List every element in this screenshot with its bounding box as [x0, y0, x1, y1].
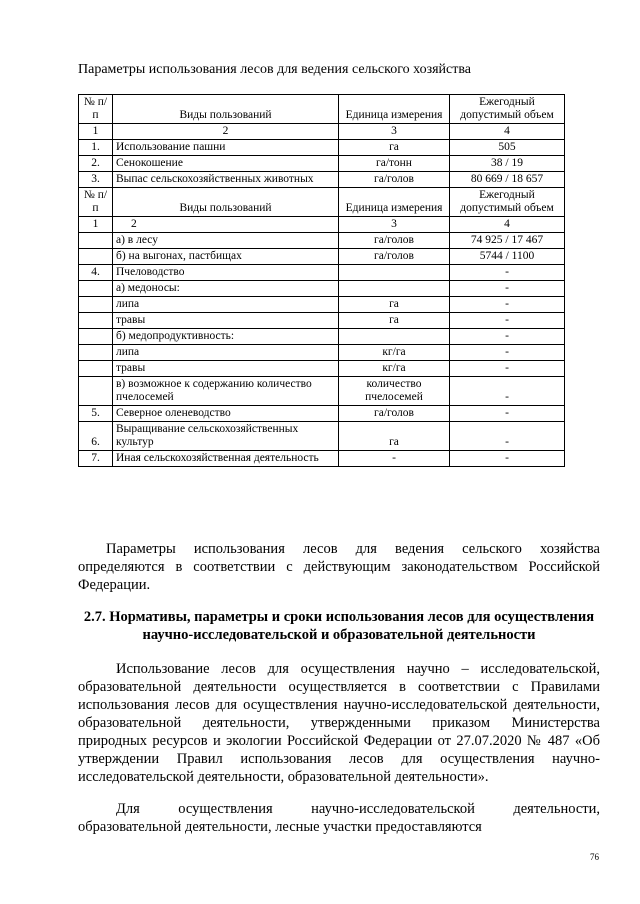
table-cell: № п/п — [79, 95, 113, 124]
table-cell: количество пчелосемей — [339, 377, 450, 406]
table-row — [79, 249, 565, 265]
table-cell: 74 925 / 17 467 — [450, 233, 565, 249]
table-cell: Сенокошение — [113, 156, 339, 172]
table-cell: - — [450, 313, 565, 329]
table-caption: Параметры использования лесов для ведения сельского хозяйства — [78, 62, 472, 77]
page-number: 76 — [590, 852, 599, 862]
table-row — [79, 281, 565, 297]
table-cell: - — [450, 281, 565, 297]
table-cell: га — [339, 313, 450, 329]
table-cell: травы — [113, 361, 339, 377]
table-cell: - — [450, 377, 565, 406]
table-cell: 1 — [79, 124, 113, 140]
table-cell — [339, 265, 450, 281]
table-cell: Иная сельскохозяйственная деятельность — [113, 451, 339, 467]
table-row — [79, 406, 565, 422]
table-cell: га/голов — [339, 233, 450, 249]
table-cell — [79, 281, 113, 297]
table-cell: - — [450, 361, 565, 377]
table-row — [79, 377, 565, 406]
table-cell — [79, 233, 113, 249]
table-cell: - — [450, 265, 565, 281]
table-cell: га/тонн — [339, 156, 450, 172]
table-cell: травы — [113, 313, 339, 329]
table-cell: кг/га — [339, 361, 450, 377]
table-cell: 4. — [79, 265, 113, 281]
table-cell: - — [339, 451, 450, 467]
parameters-table — [78, 94, 565, 467]
table-row — [79, 265, 565, 281]
table-cell: 3 — [339, 124, 450, 140]
paragraph-1: Параметры использования лесов для ведения сельского хозяйства определяются в соответствии с действующим законодательством Российской Федерации. — [78, 541, 600, 593]
table-cell: кг/га — [339, 345, 450, 361]
table-cell — [79, 249, 113, 265]
table-cell: Северное оленеводство — [113, 406, 339, 422]
table-cell — [79, 361, 113, 377]
table-cell: 1. — [79, 140, 113, 156]
table-cell: Выпас сельскохозяйственных животных — [113, 172, 339, 188]
table-cell: а) медоносы: — [113, 281, 339, 297]
table-cell: Ежегодный допустимый объем — [450, 95, 565, 124]
paragraph-2: Использование лесов для осуществления научно – исследовательской, образовательной деятельности осуществляется в соответствии с Правилами использования лесов для осуществления научно-исследовательской деятельности, образовательной деятельности, утвержденными приказом Министерства природных ресурсов и экологии Российской Федерации от 27.07.2020 № 487 «Об утверждении Правил использования лесов для осуществления научно-исследовательской деятельности, образовательной деятельности». — [78, 661, 600, 785]
table-row — [79, 361, 565, 377]
table-cell: Выращивание сельскохозяйственных культур — [113, 422, 339, 451]
table-row — [79, 329, 565, 345]
table-cell: - — [450, 406, 565, 422]
table-cell: б) на выгонах, пастбищах — [113, 249, 339, 265]
table-cell: га — [339, 297, 450, 313]
table-cell: - — [450, 329, 565, 345]
table-cell: 505 — [450, 140, 565, 156]
table-cell: 2 — [113, 217, 339, 233]
table-cell: га/голов — [339, 249, 450, 265]
paragraph-3: Для осуществления научно-исследовательской деятельности, образовательной деятельности, лесные участки предоставляются — [78, 801, 600, 835]
table-cell: № п/п — [79, 188, 113, 217]
table-cell: 3. — [79, 172, 113, 188]
table-cell — [339, 329, 450, 345]
table-cell: 5744 / 1100 — [450, 249, 565, 265]
table-cell: Единица измерения — [339, 95, 450, 124]
table-cell: 38 / 19 — [450, 156, 565, 172]
table-cell: 2 — [113, 124, 339, 140]
table-cell: 5. — [79, 406, 113, 422]
table-cell: 3 — [339, 217, 450, 233]
table-cell: - — [450, 451, 565, 467]
table-cell — [79, 313, 113, 329]
table-cell — [79, 297, 113, 313]
table-cell: Единица измерения — [339, 188, 450, 217]
table-cell: 80 669 / 18 657 — [450, 172, 565, 188]
table-row — [79, 233, 565, 249]
table-row — [79, 297, 565, 313]
table-cell: Пчеловодство — [113, 265, 339, 281]
table-row — [79, 422, 565, 451]
table-cell — [79, 377, 113, 406]
table-cell — [79, 345, 113, 361]
table-header-row — [79, 95, 565, 124]
table-cell: - — [450, 422, 565, 451]
table-numbering-row — [79, 124, 565, 140]
table-cell: га/голов — [339, 406, 450, 422]
table-cell — [339, 281, 450, 297]
table-cell: в) возможное к содержанию количество пчелосемей — [113, 377, 339, 406]
table-row — [79, 345, 565, 361]
table-cell: липа — [113, 345, 339, 361]
table-cell: 4 — [450, 124, 565, 140]
table-cell: га/голов — [339, 172, 450, 188]
table-cell: Виды пользований — [113, 95, 339, 124]
table-cell: - — [450, 297, 565, 313]
table-cell: га — [339, 140, 450, 156]
table-header-row — [79, 188, 565, 217]
table-cell: 7. — [79, 451, 113, 467]
table-cell: б) медопродуктивность: — [113, 329, 339, 345]
table-cell: 4 — [450, 217, 565, 233]
table-row — [79, 156, 565, 172]
table-cell: липа — [113, 297, 339, 313]
parameters-table-body — [79, 95, 565, 467]
table-cell: га — [339, 422, 450, 451]
table-row — [79, 140, 565, 156]
table-row — [79, 313, 565, 329]
table-cell: Виды пользований — [113, 188, 339, 217]
table-cell: 6. — [79, 422, 113, 451]
table-cell: Ежегодный допустимый объем — [450, 188, 565, 217]
table-cell: Использование пашни — [113, 140, 339, 156]
table-cell: а) в лесу — [113, 233, 339, 249]
table-numbering-row — [79, 217, 565, 233]
table-cell: 2. — [79, 156, 113, 172]
table-row — [79, 172, 565, 188]
table-cell: 1 — [79, 217, 113, 233]
section-heading: 2.7. Нормативы, параметры и сроки использования лесов для осуществления научно-исследовательской и образовательной деятельности — [83, 609, 595, 643]
table-cell: - — [450, 345, 565, 361]
table-row — [79, 451, 565, 467]
table-cell — [79, 329, 113, 345]
